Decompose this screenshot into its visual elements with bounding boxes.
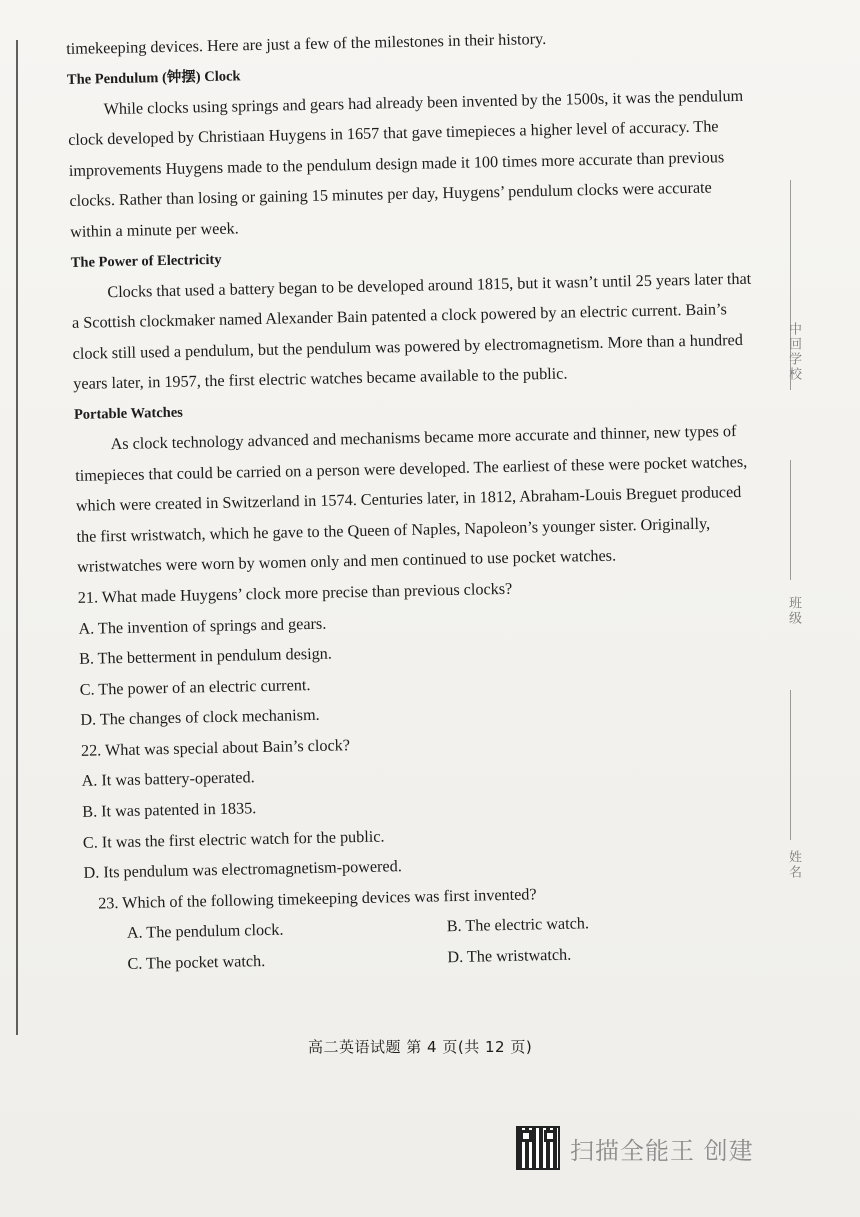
- option-a: A. It was battery-operated.: [81, 768, 255, 791]
- section-heading-portable: Portable Watches: [73, 404, 183, 423]
- question-22: [81, 721, 764, 888]
- option-b: B. It was patented in 1835.: [82, 799, 257, 821]
- question-21: [77, 569, 760, 736]
- watermark-label: 扫描全能王 创建: [570, 1136, 754, 1165]
- option-a: A. The pendulum clock.: [126, 921, 284, 943]
- margin-rule-middle: [790, 460, 791, 580]
- option-c: C. The pocket watch.: [127, 952, 266, 973]
- question-23: [84, 874, 766, 980]
- section-body-pendulum: While clocks using springs and gears had already been invented by the 1500s, it was the pendulum clock developed by Christiaan Huygens in 1657 that gave timepieces a higher level of accuracy. The improvements Huygens made to the pendulum design made it 100 times more accurate than previous clocks. Rather than losing or gaining 15 minutes per day, Huygens’ pendulum clocks were accurate within a minute per week.: [68, 86, 744, 241]
- section-heading-pendulum: The Pendulum (钟摆) Clock: [66, 67, 241, 88]
- option-a: A. The invention of springs and gears.: [78, 614, 327, 638]
- margin-label-class: 班级: [786, 596, 801, 626]
- option-d: D. The wristwatch.: [447, 945, 572, 967]
- margin-label-school: 中回学校: [786, 322, 801, 382]
- page-footer: 高二英语试题 第 4 页(共 12 页): [308, 1038, 533, 1056]
- margin-label-name: 姓名: [786, 850, 801, 880]
- option-c: C. The power of an electric current.: [79, 675, 311, 699]
- option-c: C. It was the first electric watch for the public.: [82, 827, 385, 852]
- option-d: D. The changes of clock mechanism.: [80, 706, 320, 730]
- scanner-watermark: [516, 1126, 754, 1170]
- margin-rule-lower: [790, 690, 791, 840]
- section-body-portable: As clock technology advanced and mechanisms became more accurate and thinner, new types of timepieces that could be carried on a person were developed. The earliest of these were pocket watches, which were created in Switzerland in 1574. Centuries later, in 1812, Abraham-Louis Breguet produced the first wristwatch, which he gave to the Queen of Naples, Napoleon’s younger sister. Originally, wristwatches were worn by women only and men continued to use pocket watches.: [75, 421, 748, 577]
- section-body-electricity: Clocks that used a battery began to be developed around 1815, but it wasn’t until 25 years later that a Scottish clockmaker named Alexander Bain patented a clock powered by an electric current. Bain’s clock still used a pendulum, but the pendulum was powered by electromagnetism. More than a hundred years later, in 1957, the first electric watches became available to the public.: [71, 269, 752, 394]
- section-heading-electricity: The Power of Electricity: [70, 251, 222, 271]
- option-b: B. The electric watch.: [446, 914, 590, 936]
- intro-line: timekeeping devices. Here are just a few of the milestones in their history.: [66, 29, 547, 58]
- question-stem: 23. Which of the following timekeeping devices was first invented?: [98, 885, 537, 913]
- option-d: D. Its pendulum was electromagnetism-powered.: [83, 857, 402, 883]
- qr-code-icon: [516, 1126, 560, 1170]
- question-stem: 22. What was special about Bain’s clock?: [80, 736, 351, 760]
- reading-passage: [66, 20, 766, 981]
- left-binding-line: [16, 40, 18, 1035]
- question-stem: 21. What made Huygens’ clock more precise than previous clocks?: [77, 579, 513, 607]
- option-b: B. The betterment in pendulum design.: [78, 644, 333, 668]
